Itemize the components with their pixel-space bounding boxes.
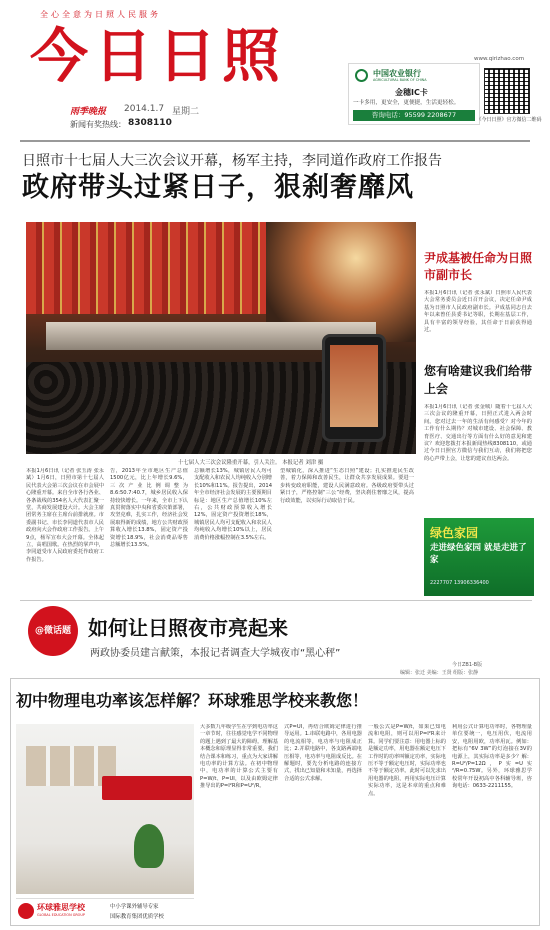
weibo-topic-badge: @微话题 [34, 626, 71, 636]
school-classroom-photo [16, 724, 194, 894]
camera-phone-icon [322, 334, 386, 442]
lead-column-4: 型城镇化，深入推进“生态日照”建设；扎实推进民生改善，着力保障和改善民生，让群众共享发展成果。要进一步转变政府职能，建设人民满意政府。各级政府要带头过紧日子，严格控制“三公”经费，坚决刹住奢靡之风，提高行政效能，以实际行动取信于民。 [280, 468, 414, 504]
bank-phone-bar [353, 110, 475, 121]
hotline-label: 新闻有奖热线： [70, 120, 126, 129]
school-logo-bar [16, 898, 194, 922]
weibo-topic-badge-icon [28, 606, 78, 656]
feature-subhead: 两政协委员建言献策，本报记者调查大学城夜市“黑心秤” [90, 648, 341, 659]
plant-icon [134, 824, 164, 868]
side-section-title: 您有啥建议我们给带上会 [424, 364, 533, 396]
green-ad-phone: 2227707 13906336400 [430, 580, 489, 586]
lead-kicker: 日照市十七届人大三次会议开幕，杨军主持，李同道作政府工作报告 [22, 153, 442, 169]
side-section-text: 本报1月6日讯（记者 张金城）随着十七届人大三次会议的隆重开幕，日照正式进入两会时间。您对过去一年的生活有何感受？对今年的工作有什么期待？对城市建设、社会保障、教育医疗、交通出行等方面有什么好的意见和建议？欢迎您拨打本报新闻热线8308110，或通过今日日照官方微信与我们互动，我们将把您的心声带上会，让您的建议直达两会。 [424, 404, 532, 462]
bottom-ad-column-3: 一般公式是P=W/t，如果已知电流和电阻，则可以用P=I²R来计算。同学们要注意：用电器上标的是额定功率，用电器在额定电压下工作时的功率叫额定功率，实际电压不等于额定电压时，实际功率也不等于额定功率。此时可以先求出用电器的电阻，再用实际电压计算实际功率，这是本章的重点和难点。 [368, 724, 446, 797]
lead-column-2: 告，2013年全市地区生产总值1500亿元，比上年增长9.6%，三次产业比例调整为8.6:50.7:40.7，城乡居民收入保持较快增长。一年来，全市上下认真贯彻落实中央和省委决策部署，攻坚克难，扎实工作，经济社会发展取得新的成绩，地方公共财政预算收入增长13.8%，固定资产投资增长18.9%，社会消费品零售总额增长13.5%。 [110, 468, 188, 549]
website[interactable]: www.qirizhao.com [474, 56, 525, 62]
green-ad-title: 绿色家园 [430, 526, 479, 540]
side-news-text: 本报1月6日讯（记者 张永斌）日照市人民代表大会常务委员会近日召开会议，决定任命尹成基为日照市人民政府副市长。尹成基同志自去年以来曾任县委书记等职，长期在基层工作，具有丰富的领导经验，其任命于日前获得通过。 [424, 290, 532, 334]
school-badge-2: 国际教育集团优质学校 [110, 914, 164, 920]
bottom-ad-column-1: 大多数九年级学生在学到电功率这一章节时，往往感觉电学不同物理的题上遇到了最大的障碍。理解基本概念和原理显得非常重要。我们结合课本和练习，重点为大家讲解电功率的计算方法。在初中物理中，电功率的计算公式主要有P=W/t、P=UI，以及由欧姆定律推导出的P=I²R和P=U²/R。 [200, 724, 278, 790]
bank-card-title: 金穗IC卡 [395, 88, 428, 97]
lead-column-1: 本报1月6日讯（记者 张玉涛 张永斌）1月6日，日照市第十七届人民代表大会第三次会议在市会展中心隆重开幕。来自全市各行各业、各条战线的354名人大代表汇聚一堂，共商发展建设大计。大会主席团常务主席在主席台前排就座。市委副书记、市长李同道代表市人民政府向大会作政府工作报告。上午9点，杨军宣布大会开幕。全体起立，高唱国歌。在热烈的掌声中，李同道受市人民政府委托作政府工作报告。 [26, 468, 104, 563]
school-logo-icon [18, 903, 34, 919]
masthead [0, 0, 550, 142]
bank-tagline: 一卡多用，更安全，更便捷，生活更轻松。 [353, 100, 460, 106]
brand-name: 雨季晚报 [70, 107, 107, 117]
lead-headline: 政府带头过紧日子，狠刹奢靡风 [22, 172, 414, 203]
side-news-title: 尹成基被任命为日照市副市长 [424, 251, 533, 282]
lead-photo [26, 222, 416, 454]
feature-headline: 如何让日照夜市亮起来 [88, 616, 288, 640]
masthead-divider [20, 140, 530, 142]
bank-ad[interactable] [348, 63, 480, 125]
photo-caption: 十七届人大三次会议隆重开幕，引人关注。 本报记者 刘津 摄 [178, 460, 324, 466]
feature-editor: 编辑：张迁 美编：王贤 组版：张静 [400, 670, 479, 676]
wechat-qr-code-icon[interactable] [484, 68, 530, 114]
bottom-ad-column-2: 式P=UI，再结合欧姆定律进行推导运用。1.串联电路中，各用电器的电流相等，电功率与电阻成正比；2.并联电路中，各支路两端电压相等，电功率与电阻成反比。在解题时，要先分析电路的连接方式，找出已知量和未知量，再选择合适的公式求解。 [284, 724, 362, 782]
feature-page-ref: 今日ZB1-B版 [452, 662, 483, 668]
bank-phone: 95599 2208677 [404, 111, 457, 119]
bank-logo-icon [355, 69, 368, 82]
green-ad-subtitle: 走进绿色家园 就是走进了家 [430, 543, 527, 565]
stage-curtain [26, 222, 266, 314]
school-name-en: GLOBAL EDUCATION GROUP [37, 913, 85, 917]
green-home-ad[interactable] [424, 518, 534, 596]
masthead-logo: 今日日照 [30, 22, 287, 90]
lead-column-3: 总额增长13%，城镇居民人均可支配收入和农民人均纯收入分别增长10%和11%。报告提出，2014年全市经济社会发展的主要预期目标是：地区生产总值增长10%左右，公共财政预算收入增长12%，固定资产投资增长18%，城镇居民人均可支配收入和农民人均纯收入均增长10%以上，居民消费价格涨幅控制在3.5%左右。 [194, 468, 272, 541]
school-badge-1: 中小学课外辅导专家 [110, 904, 159, 910]
school-sign [102, 776, 192, 800]
issue-date: 2014.1.7 [124, 104, 165, 114]
bank-name: 中国农业银行 [373, 69, 421, 78]
hotline-number: 8308110 [128, 118, 172, 128]
bank-name-en: AGRICULTURAL BANK OF CHINA [373, 78, 427, 82]
qr-caption: 《今日日照》官方微信二维码 [476, 117, 542, 123]
masthead-slogan: 全心全意为日照人民服务 [40, 10, 161, 19]
school-name: 环球雅思学校 [37, 903, 85, 912]
issue-weekday: 星期二 [172, 107, 200, 117]
bank-phone-label: 咨询电话： [371, 111, 405, 119]
bottom-ad-column-4: 利用公式计算电功率时，各物理量单位要统一，电压用伏，电流用安，电阻用欧，功率用瓦。例如：把标有“6V 3W”的灯泡接在3V的电源上，其实际功率是多少？解：R=U²/P=12Ω，P实=U实²/R=0.75W。另外，环球雅思学校常年开设初高中各科辅导班，咨询电话：0633-2211155。 [452, 724, 532, 790]
feature-divider-top [20, 600, 532, 601]
bottom-ad-headline: 初中物理电功率该怎样解？环球雅思学校来教您！ [16, 691, 369, 710]
phone-screen [330, 345, 378, 427]
